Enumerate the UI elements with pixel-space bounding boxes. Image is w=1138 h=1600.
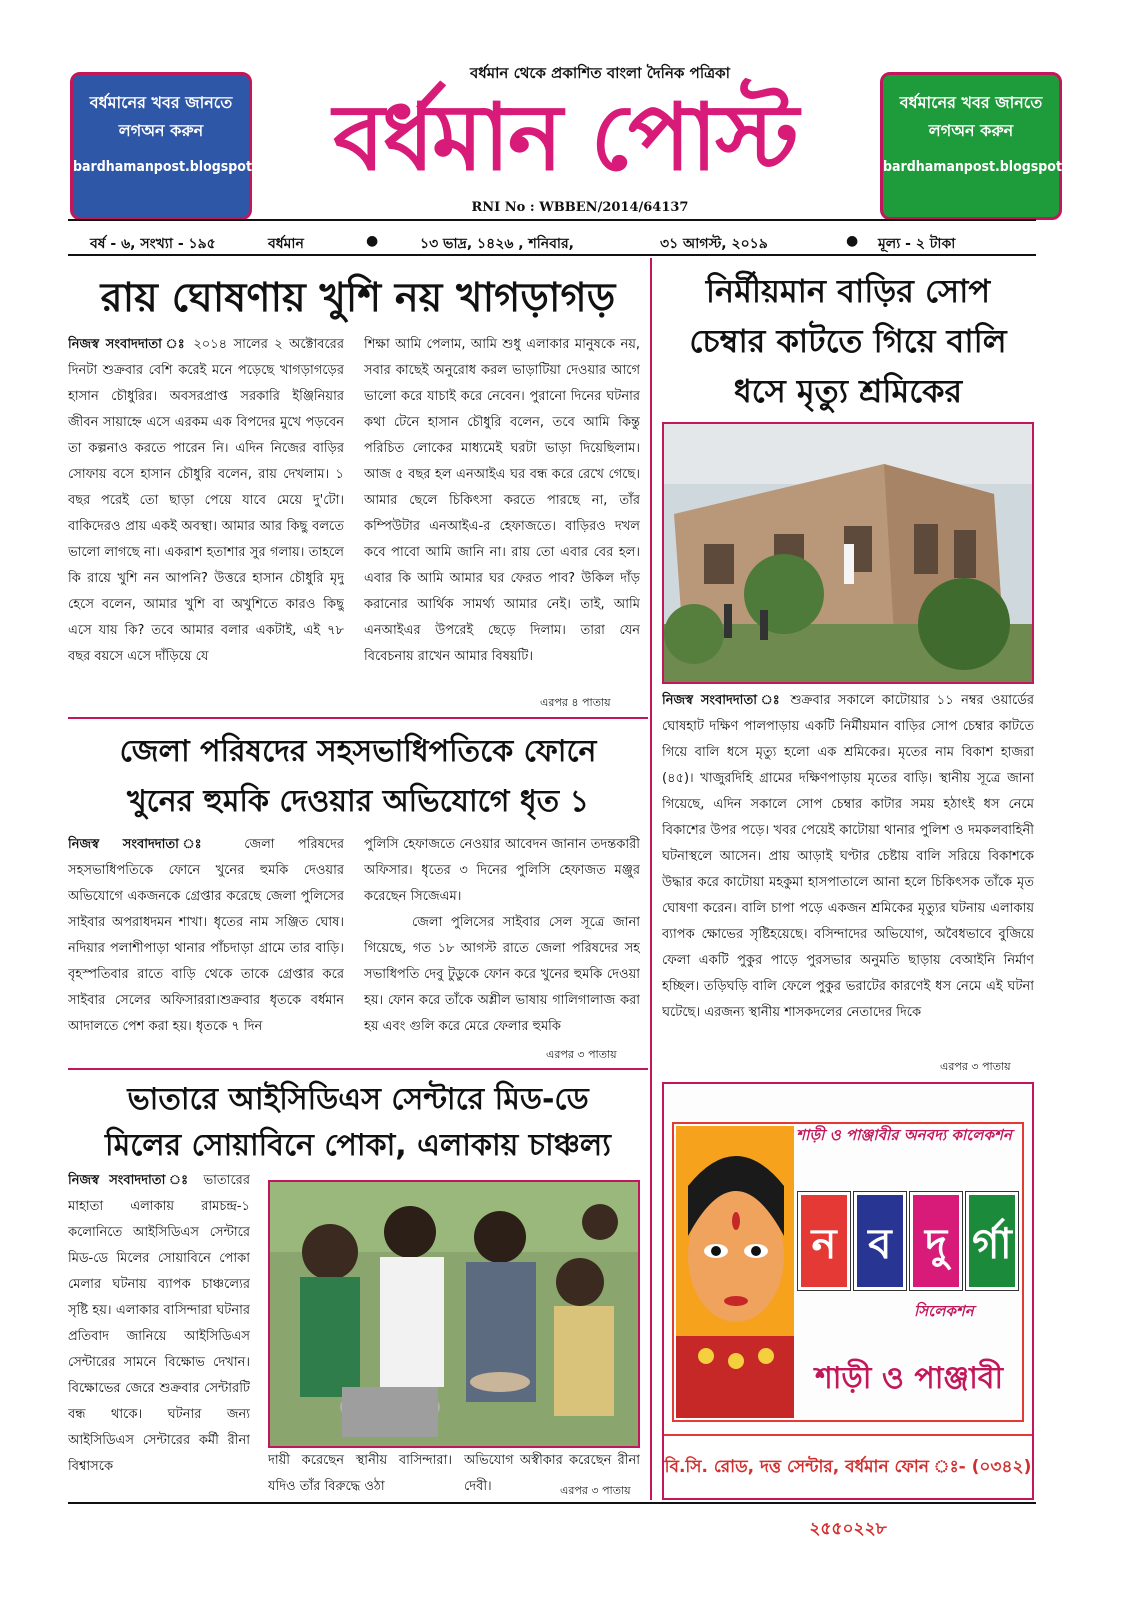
article-1-headline: রায় ঘোষণায় খুশি নয় খাগড়াগড়	[100, 275, 616, 321]
promo-box-left	[70, 72, 271, 220]
article-4-col3: অভিযোগ অস্বীকার করেছেন রীনা দেবী।	[464, 1453, 640, 1494]
advert-main-text: শাড়ী ও পাঞ্জাবী	[814, 1361, 1004, 1396]
article-4-col1	[68, 1168, 250, 1498]
article-3-text: শুক্রবার সকালে কাটোয়ার ১১ নম্বর ওয়ার্ডের ঘোষহাট দক্ষিণ পালপাড়ায় একটি নির্মীয়মান বাড়ির সোপ চেম্বার কাটতে গিয়ে বালি ধসে মৃত্যু হলো এক শ্রমিকের। মৃতের নাম বিকাশ হাজরা (৪৫)। খাজুরদিহি গ্রামের দক্ষিণপাড়ায় মৃতের বাড়ি। স্থানীয় সূত্রে জানা গিয়েছে, এদিন সকালে সোপ চেম্বার কাটার সময় হঠাৎই ধস নেমে বিকাশের উপর পড়ে। খবর পেয়েই কাটোয়া থানার পুলিশ ও দমকলবাহিনী ঘটনাস্থলে আসেন। প্রায় আড়াই ঘণ্টার চেষ্টায় বালি সরিয়ে বিকাশকে উদ্ধার করে কাটোয়া মহকুমা হাসপাতালে আনা হলে চিকিৎসক তাঁকে মৃত ঘোষণা করেন। বালি চাপা পড়ে একজন শ্রমিকের মৃত্যুর ঘটনায় এলাকায় ব্যাপক ক্ষোভের সৃষ্টিহয়েছে। বসিন্দাদের অভিযোগ, অবৈধভাবে বুজিয়ে ফেলা একটি পুকুর পাড়ে পুরসভার অনুমতি ছাড়ায় বেআইনি নির্মাণ হচ্ছিল। তড়িঘড়ি বালি ফেলে পুকুর ভরাটের কারণেই ধস নেমে এই ঘটনা ঘটেছে। এরজন্য স্থানীয় শাসকদলের নেতাদের দিকে	[662, 693, 1034, 1020]
advert-tile-4: র্গা	[966, 1192, 1018, 1290]
column-divider	[650, 258, 652, 1500]
price: মূল্য - ২ টাকা	[878, 236, 956, 252]
promo-line2: লগঅন করুন	[118, 121, 204, 140]
article-1-text: ২০১৪ সালের ২ অক্টোবরের দিনটা শুক্রবার বেশি করেই মনে পড়েছে খাগড়াগড়ের হাসান চৌধুরির। অবসরপ্রাপ্ত সরকারি ইঞ্জিনিয়ার জীবন সায়াহ্নে এসে এরকম এক বিপদের মুখে পড়বেন তা কল্পনাও করতে পারেন নি। এদিন নিজের বাড়ির সোফায় বসে হাসান চৌধুরি বলেন, রায় দেখলাম। ১ বছর পরেই তো ছাড়া পেয়ে যাবে মেয়ে দু'টো। বাকিদেরও প্রায় একই অবস্থা। আমার আর কিছু বলতে ভালো লাগছে না। একরাশ হতাশার সুর গলায়। তাহলে কি রায়ে খুশি নন আপনি? উত্তরে হাসান চৌধুরি মৃদু হেসে বলেন, আমার খুশি বা অখুশিতে কারও কিছু এসে যায় কি? তবে আমার বলার একটাই, এই ৭৮ বছর বয়সে এসে দাঁড়িয়ে যে	[68, 337, 344, 664]
continued-note: এরপর ৪ পাতায়	[540, 696, 611, 709]
continued-note: এরপর ৩ পাতায়	[546, 1048, 617, 1061]
advert-tile-3: দু	[910, 1192, 962, 1290]
section-divider	[68, 717, 648, 719]
article-2-col1	[68, 832, 344, 1064]
masthead-tagline: বর্ধমান থেকে প্রকাশিত বাংলা দৈনিক পত্রিকা	[470, 64, 730, 82]
article-1-col1	[68, 332, 344, 712]
continued-note: এরপর ৩ পাতায়	[940, 1060, 1011, 1073]
goddess-illustration	[676, 1126, 794, 1418]
english-date: ৩১ আগস্ট, ২০১৯	[660, 236, 768, 252]
advertisement	[662, 1082, 1034, 1539]
advert-tile-2: ব	[854, 1192, 906, 1290]
article-3-headline-line3: ধসে মৃত্যু শ্রমিকের	[733, 372, 963, 410]
building-photo-illustration	[664, 424, 1034, 684]
article-4-text: ভাতারের মাহাতা এলাকায় রামচন্দ্র-১ কলোনিতে আইসিডিএস সেন্টারে মিড-ডে মিলের সোয়াবিনে পোকা মেলার ঘটনায় ব্যাপক চাঞ্চল্যের সৃষ্টি হয়। এলাকার বাসিন্দারা ঘটনার প্রতিবাদ জানিয়ে আইসিডিএস সেন্টারের সামনে বিক্ষোভ দেখান। বিক্ষোভের জেরে শুক্রবার সেন্টারটি বন্ধ থাকে। ঘটনার জন্য আইসিডিএস সেন্টারের কর্মী রীনা বিশ্বাসকে	[68, 1173, 250, 1474]
rni-number: RNI No : WBBEN/2014/64137	[471, 200, 689, 215]
article-4-headline-line2: মিলের সোয়াবিনে পোকা, এলাকায় চাঞ্চল্য	[105, 1128, 611, 1163]
article-2-col2-p1: পুলিসি হেফাজতে নেওয়ার আবেদন জানান তদন্তকারী অফিসার। ধৃতের ৩ দিনের পুলিসি হেফাজত মঞ্জুর করেছেন সিজেএম।	[364, 837, 640, 904]
building-photo	[662, 422, 1034, 684]
article-2-text: জেলা পরিষদের সহসভাধিপতিকে ফোনে খুনের হুমকি দেওয়ার অভিযোগে একজনকে গ্রেপ্তার করেছে জেলা পুলিসের সাইবার অপরাধদমন শাখা। ধৃতের নাম সঞ্জিত ঘোষ। নদিয়ার পলাশীপাড়া থানার পাঁচদাড়া গ্রামে তার বাড়ি। বৃহস্পতিবার রাতে বাড়ি থেকে তাকে গ্রেপ্তার করে সাইবার সেলের অফিসাররা।শুক্রবার ধৃতকে বর্ধমান আদালতে পেশ করা হয়। ধৃতকে ৭ দিন	[68, 837, 344, 1034]
article-1-col2: শিক্ষা আমি পেলাম, আমি শুধু এলাকার মানুষকে নয়, সবার কাছেই অনুরোধ করল ভাড়াটিয়া দেওয়ার আগে ভালো করে যাচাই করে নেবেন। পুরানো দিনের ঘটনার কথা টেনে হাসান চৌধুরি বলেন, তবে আমি কিন্তু পরিচিত লোকের মাধ্যমেই ঘরটা ভাড়া দিয়েছিলাম। আজ ৫ বছর হল এনআইএ ঘর বন্ধ করে রেখে গেছে। আমার ছেলে চিকিৎসা করতে পারছে না, তাঁর কম্পিউটার এনআইএ-র হেফাজতে। বাড়িরও দখল কবে পাবো আমি জানি না। রায় তো এবার বের হল। এবার কি আমি আমার ঘর ফেরত পাব? উকিল দাঁড় করানোর আর্থিক সামর্থ্য আমার নেই। তাই, আমি এনআইএর উপরেই ছেড়ে দিলাম। তারা যেন বিবেচনায় রাখেন আমার বিষয়টি।	[364, 337, 640, 664]
promo-url[interactable]: bardhamanpost.blogspot.in	[883, 159, 1081, 175]
bullet-icon: ●	[366, 233, 379, 249]
issue-number: বর্ষ - ৬, সংখ্যা - ১৯৫	[90, 236, 216, 252]
masthead-rule-bottom	[68, 254, 1036, 256]
byline: নিজস্ব সংবাদদাতা ঃ	[68, 837, 221, 852]
promo-box-right	[880, 72, 1081, 220]
advert-address: বি.সি. রোড, দত্ত সেন্টার, বর্ধমান ফোন ঃ- (০৩৪২) ২৫৫০২২৮	[664, 1434, 1032, 1496]
masthead-rule-top	[68, 219, 1036, 221]
article-2-headline-line2: খুনের হুমকি দেওয়ার অভিযোগে ধৃত ১	[126, 784, 590, 819]
advert-selection: সিলেকশন	[914, 1302, 974, 1320]
icds-photo-illustration	[270, 1182, 640, 1448]
icds-photo	[268, 1180, 640, 1448]
article-2-headline-line1: জেলা পরিষদের সহসভাধিপতিকে ফোনে	[119, 734, 597, 769]
promo-url[interactable]: bardhamanpost.blogspot.in	[73, 159, 271, 175]
continued-note: এরপর ৩ পাতায়	[560, 1484, 631, 1497]
article-3-headline-line2: চেম্বার কাটতে গিয়ে বালি	[689, 322, 1007, 360]
article-4-headline-line1: ভাতারে আইসিডিএস সেন্টারে মিড-ডে	[127, 1082, 589, 1117]
dateline-place: বর্ধমান	[268, 236, 304, 252]
article-3-headline-line1: নির্মীয়মান বাড়ির সোপ	[705, 272, 991, 310]
masthead-title: বর্ধমান পোস্ট	[333, 83, 797, 191]
byline: নিজস্ব সংবাদদাতা ঃ	[68, 1173, 194, 1188]
byline: নিজস্ব সংবাদদাতা ঃ	[68, 337, 187, 352]
bullet-icon: ●	[846, 233, 859, 249]
byline: নিজস্ব সংবাদদাতা ঃ	[662, 693, 783, 708]
section-divider	[68, 1068, 648, 1070]
article-2-col2-p2: জেলা পুলিসের সাইবার সেল সূত্রে জানা গিয়েছে, গত ১৮ আগস্ট রাতে জেলা পরিষদের সহ সভাধিপতি দেবু টুডুকে ফোন করে খুনের হুমকি দেওয়া হয়। ফোন করে তাঁকে অশ্লীল ভাষায় গালিগালাজ করা হয় এবং গুলি করে মেরে ফেলার হুমকি	[364, 915, 640, 1034]
article-4-col2: দায়ী করেছেন স্থানীয় বাসিন্দারা। যদিও তাঁর বিরুদ্ধে ওঠা	[268, 1453, 452, 1494]
article-3-body	[662, 688, 1034, 1070]
promo-line1: বর্ধমানের খবর জানতে	[89, 93, 233, 112]
advert-top-text: শাড়ী ও পাঞ্জাবীর অনবদ্য কালেকশন	[796, 1126, 1012, 1144]
advert-tile-1: ন	[798, 1192, 850, 1290]
bengali-date: ১৩ ভাদ্র, ১৪২৬ , শনিবার,	[420, 236, 575, 252]
promo-line1: বর্ধমানের খবর জানতে	[899, 93, 1043, 112]
promo-line2: লগঅন করুন	[928, 121, 1014, 140]
page-bottom-rule	[68, 1502, 1036, 1504]
